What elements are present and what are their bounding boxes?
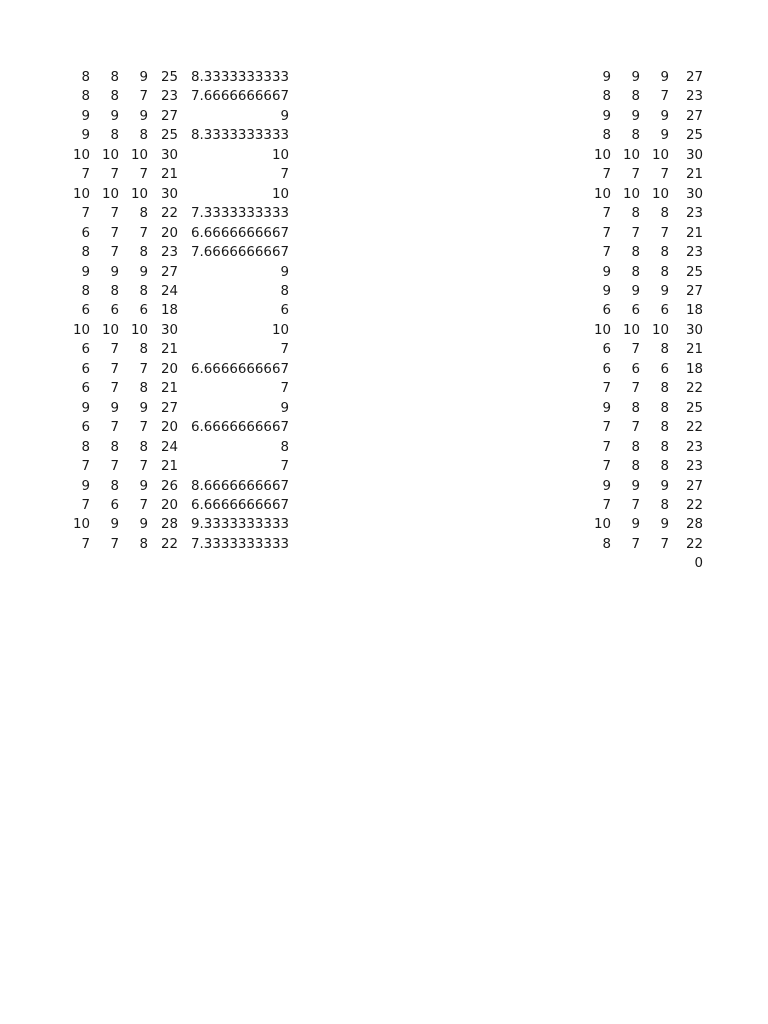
table-cell: 9 bbox=[110, 264, 119, 280]
table-cell: 18 bbox=[160, 303, 178, 319]
table-cell: 24 bbox=[160, 439, 178, 455]
table-cell: 25 bbox=[685, 128, 703, 144]
table-cell: 8 bbox=[602, 89, 611, 105]
table-cell: 7.6666666667 bbox=[191, 89, 289, 105]
table-cell: 8 bbox=[660, 206, 669, 222]
table-cell: 20 bbox=[160, 225, 178, 241]
table-cell: 8 bbox=[660, 245, 669, 261]
table-cell: 9 bbox=[631, 478, 640, 494]
table-row bbox=[580, 204, 703, 223]
table-cell: 9 bbox=[81, 264, 90, 280]
table-cell: 21 bbox=[160, 381, 178, 397]
table-cell: 6.6666666667 bbox=[191, 361, 289, 377]
table-cell: 10 bbox=[622, 186, 640, 202]
table-cell: 7 bbox=[631, 420, 640, 436]
table-cell: 22 bbox=[685, 420, 703, 436]
table-row bbox=[580, 146, 703, 165]
table-cell: 8 bbox=[660, 459, 669, 475]
table-cell: 23 bbox=[685, 206, 703, 222]
table-cell: 10 bbox=[271, 147, 289, 163]
table-cell: 27 bbox=[685, 283, 703, 299]
table-cell: 10 bbox=[101, 147, 119, 163]
table-row bbox=[62, 379, 289, 398]
table-cell: 9 bbox=[139, 400, 148, 416]
table-cell: 23 bbox=[160, 245, 178, 261]
table-cell: 7 bbox=[602, 225, 611, 241]
table-cell: 7 bbox=[631, 536, 640, 552]
table-cell: 22 bbox=[685, 536, 703, 552]
table-cell: 10 bbox=[130, 322, 148, 338]
table-cell: 10 bbox=[72, 322, 90, 338]
table-cell: 7 bbox=[602, 245, 611, 261]
table-cell: 6 bbox=[139, 303, 148, 319]
table-cell: 10 bbox=[622, 322, 640, 338]
table-cell: 9 bbox=[660, 128, 669, 144]
table-cell: 9 bbox=[660, 517, 669, 533]
table-cell: 9 bbox=[139, 517, 148, 533]
table-cell: 7 bbox=[110, 245, 119, 261]
table-cell: 21 bbox=[160, 167, 178, 183]
table-cell: 9 bbox=[81, 478, 90, 494]
table-cell: 8 bbox=[631, 264, 640, 280]
table-cell: 30 bbox=[160, 186, 178, 202]
table-row bbox=[62, 399, 289, 418]
table-row bbox=[580, 87, 703, 106]
table-cell: 7 bbox=[602, 381, 611, 397]
table-cell: 8.6666666667 bbox=[191, 478, 289, 494]
table-row bbox=[62, 535, 289, 554]
table-cell: 10 bbox=[130, 186, 148, 202]
table-cell: 9 bbox=[139, 70, 148, 85]
table-row bbox=[580, 477, 703, 496]
table-cell: 8 bbox=[631, 89, 640, 105]
table-row bbox=[62, 438, 289, 457]
table-row bbox=[580, 457, 703, 476]
table-row bbox=[580, 107, 703, 126]
table-cell: 21 bbox=[685, 167, 703, 183]
table-cell: 8 bbox=[81, 439, 90, 455]
table-cell: 9 bbox=[81, 400, 90, 416]
table-cell: 8 bbox=[660, 342, 669, 358]
table-cell: 6.6666666667 bbox=[191, 225, 289, 241]
table-cell: 6 bbox=[81, 225, 90, 241]
table-cell: 8.3333333333 bbox=[191, 70, 289, 85]
table-cell: 6 bbox=[81, 361, 90, 377]
table-row bbox=[62, 282, 289, 301]
table-row bbox=[62, 224, 289, 243]
table-cell: 9 bbox=[660, 283, 669, 299]
table-row bbox=[62, 68, 289, 87]
table-cell: 9 bbox=[280, 400, 289, 416]
table-cell: 7.3333333333 bbox=[191, 536, 289, 552]
table-cell: 10 bbox=[651, 186, 669, 202]
table-cell: 8 bbox=[110, 283, 119, 299]
table-row bbox=[62, 126, 289, 145]
table-cell: 8 bbox=[139, 283, 148, 299]
table-cell: 6 bbox=[602, 361, 611, 377]
table-row bbox=[62, 146, 289, 165]
table-cell: 30 bbox=[685, 147, 703, 163]
table-cell: 8 bbox=[602, 536, 611, 552]
table-row bbox=[62, 107, 289, 126]
table-cell: 20 bbox=[160, 497, 178, 513]
table-cell: 7 bbox=[280, 381, 289, 397]
table-cell: 8 bbox=[110, 128, 119, 144]
table-cell: 25 bbox=[160, 128, 178, 144]
table-row bbox=[580, 282, 703, 301]
table-cell: 7 bbox=[660, 225, 669, 241]
table-cell: 7 bbox=[139, 459, 148, 475]
table-cell: 8 bbox=[139, 381, 148, 397]
table-cell: 9 bbox=[110, 400, 119, 416]
table-cell: 22 bbox=[685, 497, 703, 513]
table-cell: 8 bbox=[631, 245, 640, 261]
table-row bbox=[62, 477, 289, 496]
table-row bbox=[62, 418, 289, 437]
table-cell: 9 bbox=[280, 264, 289, 280]
table-cell: 8 bbox=[139, 128, 148, 144]
table-cell: 7 bbox=[139, 420, 148, 436]
table-cell: 9 bbox=[139, 108, 148, 124]
table-cell: 27 bbox=[685, 70, 703, 85]
table-cell: 21 bbox=[160, 342, 178, 358]
table-cell: 8 bbox=[81, 89, 90, 105]
table-cell bbox=[611, 554, 640, 573]
table-cell: 6 bbox=[110, 497, 119, 513]
table-row bbox=[580, 438, 703, 457]
table-cell: 8 bbox=[139, 245, 148, 261]
table-cell: 20 bbox=[160, 361, 178, 377]
table-cell: 30 bbox=[685, 186, 703, 202]
table-cell: 23 bbox=[685, 245, 703, 261]
table-cell: 7 bbox=[631, 342, 640, 358]
table-cell: 25 bbox=[685, 400, 703, 416]
table-row bbox=[580, 321, 703, 340]
table-row bbox=[580, 340, 703, 359]
table-cell: 22 bbox=[160, 206, 178, 222]
table-cell: 6.6666666667 bbox=[191, 497, 289, 513]
table-row bbox=[62, 263, 289, 282]
table-cell: 20 bbox=[160, 420, 178, 436]
table-cell: 9 bbox=[280, 108, 289, 124]
table-row bbox=[62, 243, 289, 262]
left-score-table-body bbox=[62, 68, 289, 554]
table-cell: 9 bbox=[110, 108, 119, 124]
table-cell: 8 bbox=[81, 283, 90, 299]
table-cell: 7 bbox=[631, 225, 640, 241]
table-cell: 7 bbox=[139, 497, 148, 513]
table-cell: 6 bbox=[81, 420, 90, 436]
table-cell: 8 bbox=[631, 206, 640, 222]
table-cell: 10 bbox=[72, 147, 90, 163]
table-cell: 8 bbox=[631, 439, 640, 455]
table-cell: 9 bbox=[602, 70, 611, 85]
table-cell: 7 bbox=[280, 342, 289, 358]
table-cell: 7 bbox=[631, 497, 640, 513]
table-cell: 6 bbox=[602, 342, 611, 358]
table-cell: 7 bbox=[110, 206, 119, 222]
table-cell: 6 bbox=[660, 361, 669, 377]
table-row bbox=[580, 554, 703, 573]
table-cell: 10 bbox=[651, 322, 669, 338]
table-cell: 10 bbox=[593, 322, 611, 338]
table-cell: 30 bbox=[685, 322, 703, 338]
table-cell: 8 bbox=[110, 70, 119, 85]
table-cell: 9 bbox=[631, 70, 640, 85]
table-cell: 6.6666666667 bbox=[191, 420, 289, 436]
table-row bbox=[580, 243, 703, 262]
table-cell: 8 bbox=[110, 439, 119, 455]
table-cell: 8 bbox=[81, 245, 90, 261]
table-cell: 10 bbox=[271, 322, 289, 338]
table-cell: 8 bbox=[110, 478, 119, 494]
table-row bbox=[580, 360, 703, 379]
table-cell: 8 bbox=[139, 439, 148, 455]
table-cell: 23 bbox=[685, 439, 703, 455]
table-cell: 7 bbox=[631, 167, 640, 183]
table-row bbox=[580, 126, 703, 145]
table-cell: 21 bbox=[685, 342, 703, 358]
table-cell: 7 bbox=[139, 361, 148, 377]
table-cell: 6 bbox=[280, 303, 289, 319]
table-row bbox=[580, 301, 703, 320]
table-cell: 27 bbox=[160, 264, 178, 280]
table-cell: 26 bbox=[160, 478, 178, 494]
table-cell: 9 bbox=[602, 478, 611, 494]
table-cell: 8 bbox=[139, 536, 148, 552]
table-cell: 7 bbox=[81, 459, 90, 475]
table-cell: 8 bbox=[631, 128, 640, 144]
table-row bbox=[62, 360, 289, 379]
table-row bbox=[580, 263, 703, 282]
table-cell: 10 bbox=[101, 186, 119, 202]
table-cell: 8 bbox=[660, 264, 669, 280]
table-cell: 30 bbox=[160, 322, 178, 338]
table-cell: 9 bbox=[110, 517, 119, 533]
table-row bbox=[580, 535, 703, 554]
table-cell: 9 bbox=[81, 128, 90, 144]
table-row bbox=[62, 301, 289, 320]
table-row bbox=[62, 340, 289, 359]
table-cell: 21 bbox=[685, 225, 703, 241]
table-cell: 9 bbox=[660, 478, 669, 494]
table-cell: 10 bbox=[130, 147, 148, 163]
table-cell: 27 bbox=[685, 108, 703, 124]
table-cell: 27 bbox=[160, 108, 178, 124]
table-cell: 30 bbox=[160, 147, 178, 163]
table-cell: 7 bbox=[81, 206, 90, 222]
table-cell: 8 bbox=[602, 128, 611, 144]
table-row bbox=[62, 87, 289, 106]
table-cell: 10 bbox=[651, 147, 669, 163]
table-row bbox=[62, 165, 289, 184]
table-cell: 18 bbox=[685, 303, 703, 319]
table-cell: 21 bbox=[160, 459, 178, 475]
table-cell: 7 bbox=[110, 381, 119, 397]
table-cell: 8.3333333333 bbox=[191, 128, 289, 144]
table-row bbox=[580, 496, 703, 515]
table-cell: 27 bbox=[685, 478, 703, 494]
table-cell: 6 bbox=[660, 303, 669, 319]
right-score-table-body bbox=[580, 68, 703, 574]
table-cell: 9 bbox=[602, 283, 611, 299]
table-row bbox=[580, 515, 703, 534]
table-row bbox=[62, 496, 289, 515]
table-cell: 6 bbox=[81, 303, 90, 319]
table-cell: 6 bbox=[631, 303, 640, 319]
table-cell: 25 bbox=[685, 264, 703, 280]
table-cell: 8 bbox=[660, 400, 669, 416]
table-row bbox=[62, 321, 289, 340]
table-cell: 24 bbox=[160, 283, 178, 299]
table-cell: 9 bbox=[602, 108, 611, 124]
table-cell: 7 bbox=[602, 497, 611, 513]
table-cell: 7 bbox=[110, 459, 119, 475]
table-cell: 7 bbox=[81, 167, 90, 183]
table-cell: 6 bbox=[81, 342, 90, 358]
table-cell: 23 bbox=[685, 459, 703, 475]
table-cell: 7 bbox=[660, 167, 669, 183]
table-cell: 8 bbox=[631, 459, 640, 475]
table-cell: 10 bbox=[101, 322, 119, 338]
table-row bbox=[580, 68, 703, 87]
table-cell: 22 bbox=[685, 381, 703, 397]
table-row bbox=[580, 418, 703, 437]
table-cell: 22 bbox=[160, 536, 178, 552]
table-cell: 7 bbox=[110, 225, 119, 241]
right-score-table bbox=[580, 68, 703, 574]
table-cell: 9 bbox=[631, 283, 640, 299]
table-cell: 28 bbox=[160, 517, 178, 533]
table-cell: 7 bbox=[602, 206, 611, 222]
table-cell: 18 bbox=[685, 361, 703, 377]
table-cell: 7 bbox=[110, 167, 119, 183]
table-cell: 7 bbox=[139, 89, 148, 105]
table-cell: 7 bbox=[139, 225, 148, 241]
table-cell: 8 bbox=[139, 342, 148, 358]
table-cell bbox=[580, 554, 611, 573]
table-cell: 6 bbox=[631, 361, 640, 377]
table-cell: 7 bbox=[602, 167, 611, 183]
table-cell: 10 bbox=[593, 147, 611, 163]
table-row bbox=[62, 204, 289, 223]
table-cell: 7 bbox=[602, 439, 611, 455]
table-row bbox=[62, 515, 289, 534]
table-row bbox=[62, 185, 289, 204]
table-cell: 7 bbox=[660, 89, 669, 105]
table-row bbox=[580, 224, 703, 243]
table-cell: 9 bbox=[139, 478, 148, 494]
table-cell: 9 bbox=[631, 108, 640, 124]
table-cell: 10 bbox=[622, 147, 640, 163]
table-cell: 25 bbox=[160, 70, 178, 85]
table-cell: 9 bbox=[602, 400, 611, 416]
table-cell: 7.3333333333 bbox=[191, 206, 289, 222]
table-cell: 10 bbox=[271, 186, 289, 202]
table-row bbox=[580, 185, 703, 204]
table-cell: 8 bbox=[660, 497, 669, 513]
table-cell: 8 bbox=[631, 400, 640, 416]
table-cell: 7 bbox=[139, 167, 148, 183]
table-cell: 8 bbox=[660, 381, 669, 397]
table-cell: 9 bbox=[660, 108, 669, 124]
table-cell: 9 bbox=[660, 70, 669, 85]
table-cell: 10 bbox=[72, 186, 90, 202]
table-cell: 7 bbox=[110, 342, 119, 358]
table-cell: 10 bbox=[593, 517, 611, 533]
table-cell: 7 bbox=[660, 536, 669, 552]
table-cell: 7 bbox=[110, 536, 119, 552]
table-cell: 8 bbox=[280, 439, 289, 455]
table-cell: 9 bbox=[631, 517, 640, 533]
table-row bbox=[580, 379, 703, 398]
table-cell: 7 bbox=[602, 459, 611, 475]
table-cell: 9 bbox=[81, 108, 90, 124]
table-cell: 8 bbox=[660, 420, 669, 436]
table-cell: 7 bbox=[602, 420, 611, 436]
table-cell: 6 bbox=[110, 303, 119, 319]
table-cell: 9.3333333333 bbox=[191, 517, 289, 533]
table-cell: 10 bbox=[72, 517, 90, 533]
table-row bbox=[580, 399, 703, 418]
table-cell: 7 bbox=[81, 497, 90, 513]
table-cell: 23 bbox=[685, 89, 703, 105]
table-cell: 6 bbox=[81, 381, 90, 397]
table-row bbox=[580, 165, 703, 184]
table-cell: 27 bbox=[160, 400, 178, 416]
table-cell: 6 bbox=[602, 303, 611, 319]
table-cell: 7 bbox=[280, 167, 289, 183]
table-cell: 9 bbox=[602, 264, 611, 280]
table-cell: 8 bbox=[110, 89, 119, 105]
table-cell: 7 bbox=[110, 420, 119, 436]
table-row bbox=[62, 457, 289, 476]
table-cell: 7 bbox=[631, 381, 640, 397]
table-cell: 0 bbox=[694, 556, 703, 572]
table-cell: 7.6666666667 bbox=[191, 245, 289, 261]
table-cell: 8 bbox=[280, 283, 289, 299]
left-score-table bbox=[62, 68, 289, 554]
table-cell: 8 bbox=[660, 439, 669, 455]
table-cell: 7 bbox=[280, 459, 289, 475]
table-cell: 7 bbox=[110, 361, 119, 377]
table-cell bbox=[640, 554, 669, 573]
table-cell: 8 bbox=[81, 70, 90, 85]
table-cell: 9 bbox=[139, 264, 148, 280]
table-cell: 23 bbox=[160, 89, 178, 105]
table-cell: 10 bbox=[593, 186, 611, 202]
table-cell: 28 bbox=[685, 517, 703, 533]
table-cell: 7 bbox=[81, 536, 90, 552]
table-cell: 8 bbox=[139, 206, 148, 222]
